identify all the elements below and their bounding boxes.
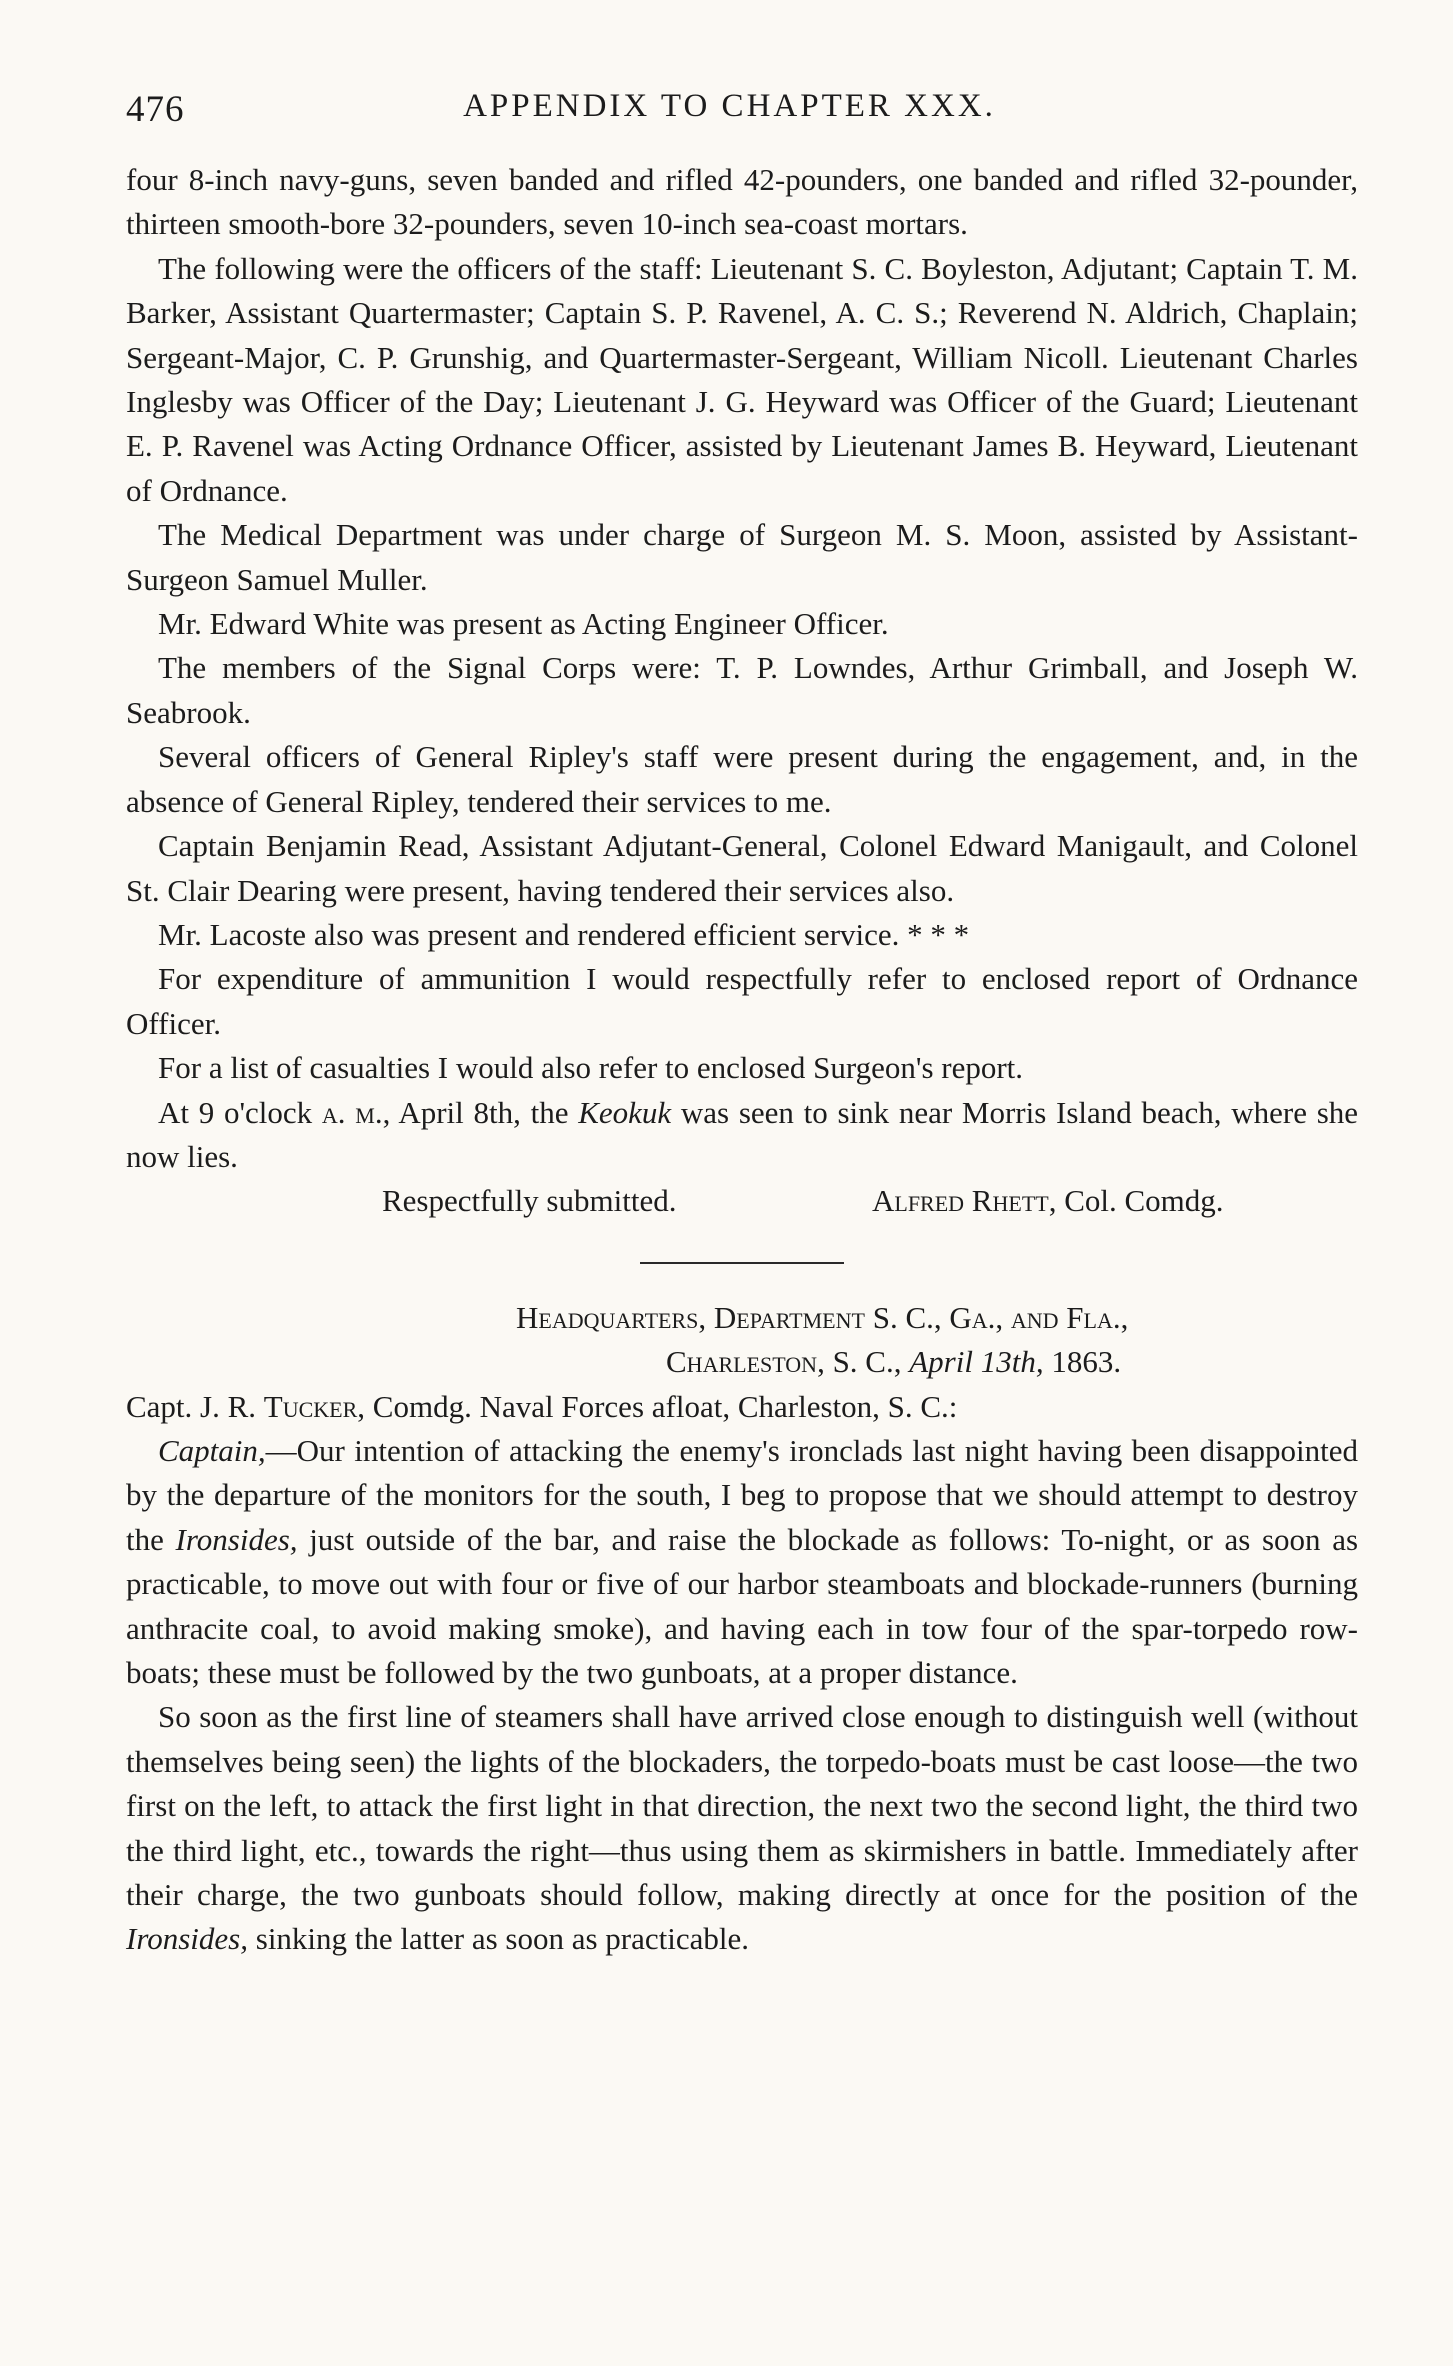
paragraph-signal-corps: The members of the Signal Corps were: T. P. Lowndes, Arthur Grimball, and Joseph W. Seabrook.: [126, 650, 1358, 730]
paragraph-ammunition: For expenditure of ammunition I would respectfully refer to enclosed report of Ordnance Officer.: [126, 961, 1358, 1041]
letter-paragraph-2: So soon as the first line of steamers shall have arrived close enough to distinguish well (without themselves being seen) the lights of the blockaders, the torpedo-boats must be cast loose—the two first on the left, to attack the first light in that direction, the next two the second light, the third two the third light, etc., towards the right—thus using them as skirmishers in battle. Immediately after their charge, the two gunboats should follow, making directly at once for the position of the Ironsides, sinking the latter as soon as practicable.: [126, 1699, 1358, 1957]
paragraph-guns: four 8-inch navy-guns, seven banded and rifled 42-pounders, one banded and rifled 32-pounder, thirteen smooth-bore 32-pounders, seven 10-inch sea-coast mortars.: [126, 162, 1358, 242]
signoff-left: Respectfully submitted.: [382, 1183, 677, 1219]
letter-address: Capt. J. R. Tucker, Comdg. Naval Forces afloat, Charleston, S. C.:: [126, 1388, 958, 1424]
page-number: 476: [126, 89, 185, 130]
paragraph-keokuk: At 9 o'clock a. m., April 8th, the Keokuk was seen to sink near Morris Island beach, where she now lies.: [126, 1094, 1359, 1174]
paragraph-casualties: For a list of casualties I would also refer to enclosed Surgeon's report.: [158, 1050, 1024, 1086]
body-text: [126, 158, 1358, 1962]
running-head: APPENDIX TO CHAPTER XXX.: [463, 88, 996, 124]
letter-dateline: Charleston, S. C., April 13th, 1863.: [666, 1344, 1122, 1380]
paragraph-medical: The Medical Department was under charge of Surgeon M. S. Moon, assisted by Assistant-Surgeon Samuel Muller.: [126, 517, 1358, 597]
signature: Alfred Rhett, Col. Comdg.: [872, 1183, 1224, 1219]
letter-paragraph-1: Captain,—Our intention of attacking the enemy's ironclads last night having been disappointed by the departure of the monitors for the south, I beg to propose that we should attempt to destroy the Ironsides, just outside of the bar, and raise the blockade as follows: To-night, or as soon as practicable, to move out with four or five of our harbor steamboats and blockade-runners (burning anthracite coal, to avoid making smoke), and having each in tow four of the spar-torpedo row-boats; these must be followed by the two gunboats, at a proper distance.: [126, 1432, 1359, 1690]
paragraph-staff: The following were the officers of the staff: Lieutenant S. C. Boyleston, Adjutant; Captain T. M. Barker, Assistant Quartermaster; Captain S. P. Ravenel, A. C. S.; Reverend N. Aldrich, Chaplain; Sergeant-Major, C. P. Grunshig, and Quartermaster-Sergeant, William Nicoll. Lieutenant Charles Inglesby was Officer of the Day; Lieutenant J. G. Heyward was Officer of the Guard; Lieutenant E. P. Ravenel was Acting Ordnance Officer, assisted by Lieutenant James B. Heyward, Lieutenant of Ordnance.: [126, 250, 1358, 508]
letter-headquarters: Headquarters, Department S. C., Ga., and Fla.,: [516, 1299, 1129, 1335]
signoff: [126, 1179, 1358, 1223]
paragraph-read-manigault: Captain Benjamin Read, Assistant Adjutant-General, Colonel Edward Manigault, and Colonel St. Clair Dearing were present, having tendered their services also.: [126, 828, 1358, 908]
page-header: [126, 88, 1333, 138]
paragraph-ripley-staff: Several officers of General Ripley's staff were present during the engagement, and, in the absence of General Ripley, tendered their services to me.: [126, 739, 1358, 819]
section-divider: [640, 1262, 844, 1264]
paragraph-lacoste: Mr. Lacoste also was present and rendered efficient service. * * *: [158, 916, 970, 952]
ship-name: Keokuk: [578, 1094, 672, 1130]
paragraph-engineer: Mr. Edward White was present as Acting Engineer Officer.: [158, 606, 889, 642]
salutation: Captain,: [158, 1432, 266, 1468]
